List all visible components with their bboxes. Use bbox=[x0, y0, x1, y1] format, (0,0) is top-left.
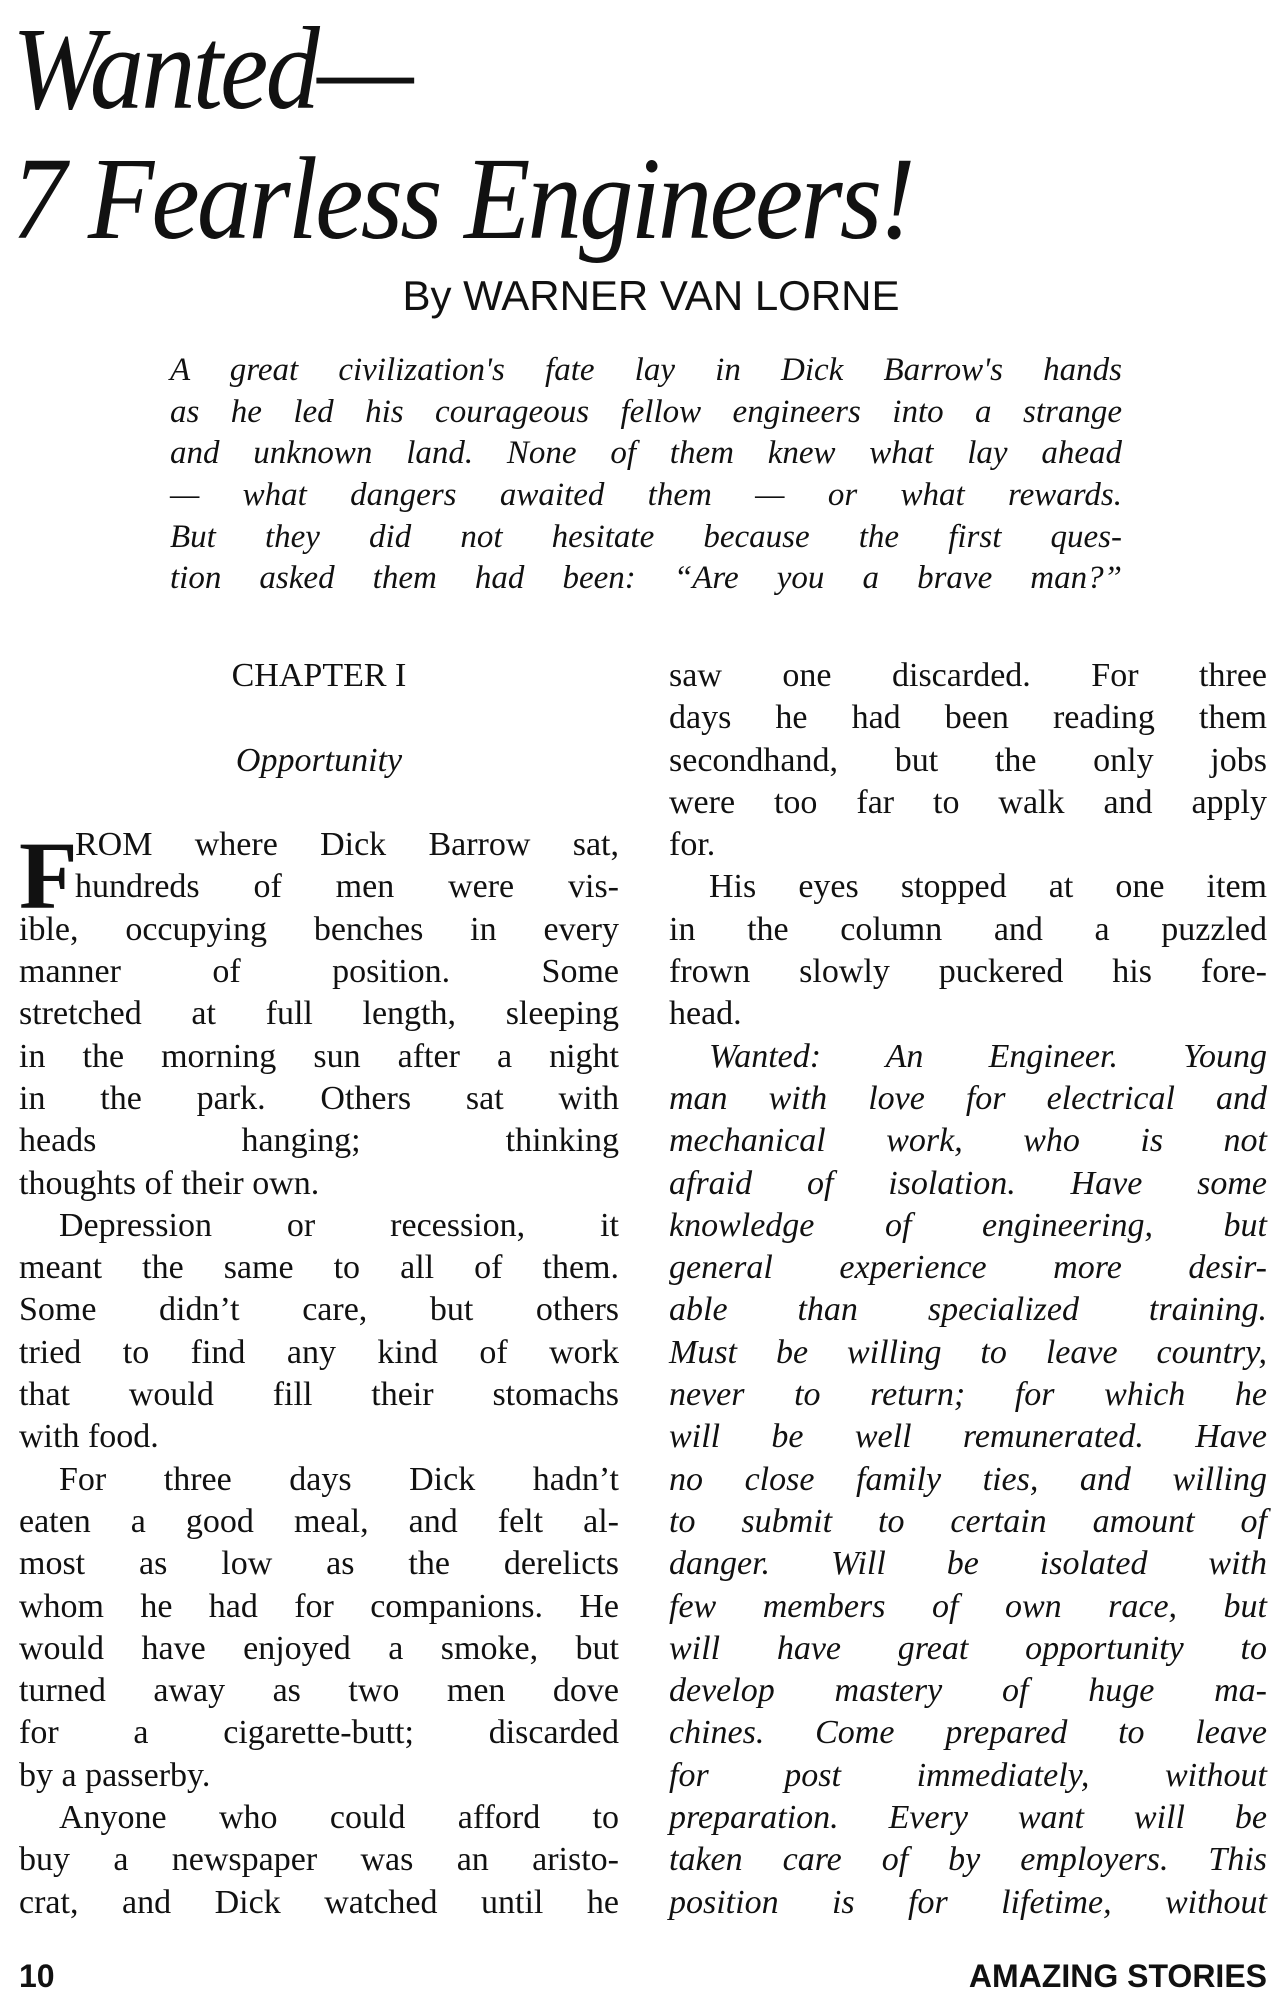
paragraph-line: for. bbox=[669, 826, 716, 864]
paragraph-line: afraid of isolation. Have some bbox=[669, 1164, 1267, 1202]
drop-cap: F bbox=[19, 822, 78, 930]
paragraph-line: preparation. Every want will be bbox=[669, 1799, 1267, 1837]
paragraph-line: ROM where Dick Barrow sat, bbox=[75, 826, 619, 864]
paragraph-line: days he had been reading them bbox=[669, 699, 1267, 737]
paragraph-line: in the park. Others sat with bbox=[19, 1079, 619, 1117]
page-number: 10 bbox=[19, 1958, 55, 1994]
title-line-1: Wanted— bbox=[12, 3, 411, 134]
paragraph-line: were too far to walk and apply bbox=[669, 783, 1267, 821]
paragraph-line: turned away as two men dove bbox=[19, 1672, 619, 1710]
right-column bbox=[669, 655, 1267, 1924]
paragraph-line: develop mastery of huge ma- bbox=[669, 1672, 1267, 1710]
abstract bbox=[170, 350, 1122, 600]
left-column bbox=[19, 655, 619, 1924]
paragraph-line: will have great opportunity to bbox=[669, 1629, 1267, 1667]
paragraph-line: Depression or recession, it bbox=[59, 1206, 619, 1244]
spacer bbox=[19, 697, 619, 739]
title-line-2: 7 Fearless Engineers! bbox=[12, 133, 913, 264]
paragraph-line: Wanted: An Engineer. Young bbox=[709, 1037, 1267, 1075]
abstract-line: and unknown land. None of them knew what lay ahead bbox=[170, 435, 1122, 472]
paragraph-line: danger. Will be isolated with bbox=[669, 1545, 1267, 1583]
paragraph-line: frown slowly puckered his fore- bbox=[669, 953, 1267, 991]
paragraph-line: few members of own race, but bbox=[669, 1587, 1267, 1625]
paragraph-line: Must be willing to leave country, bbox=[669, 1333, 1267, 1371]
abstract-line: But they did not hesitate because the first ques- bbox=[170, 518, 1122, 555]
byline: By WARNER VAN LORNE bbox=[402, 272, 900, 319]
paragraph-line: Anyone who could afford to bbox=[59, 1799, 619, 1837]
magazine-name: AMAZING STORIES bbox=[968, 1958, 1267, 1994]
abstract-line: as he led his courageous fellow engineers into a strange bbox=[170, 393, 1122, 430]
paragraph-line: man with love for electrical and bbox=[669, 1079, 1267, 1117]
paragraph-line: thoughts of their own. bbox=[19, 1164, 320, 1202]
abstract-line: — what dangers awaited them — or what rewards. bbox=[170, 477, 1122, 514]
paragraph-line: taken care of by employers. This bbox=[669, 1841, 1267, 1879]
paragraph-line: saw one discarded. For three bbox=[669, 657, 1267, 694]
paragraph-line: heads hanging; thinking bbox=[19, 1122, 619, 1160]
chapter-heading: CHAPTER I bbox=[231, 657, 407, 694]
paragraph-line: never to return; for which he bbox=[669, 1376, 1267, 1414]
chapter-subtitle: Opportunity bbox=[235, 741, 403, 779]
paragraph-line: eaten a good meal, and felt al- bbox=[19, 1502, 619, 1540]
paragraph-line: in the column and a puzzled bbox=[669, 910, 1267, 948]
paragraph-line: will be well remunerated. Have bbox=[669, 1418, 1267, 1456]
paragraph-line: to submit to certain amount of bbox=[669, 1502, 1267, 1540]
paragraph-line: tried to find any kind of work bbox=[19, 1333, 619, 1371]
abstract-line: A great civilization's fate lay in Dick Barrow's hands bbox=[170, 352, 1122, 388]
paragraph-line: ible, occupying benches in every bbox=[19, 910, 619, 948]
paragraph-line: secondhand, but the only jobs bbox=[669, 741, 1267, 779]
paragraph-line: hundreds of men were vis- bbox=[75, 868, 619, 906]
paragraph-line: whom he had for companions. He bbox=[19, 1587, 619, 1625]
paragraph-line: would have enjoyed a smoke, but bbox=[19, 1629, 619, 1667]
paragraph-line: with food. bbox=[19, 1418, 159, 1456]
paragraph-line: His eyes stopped at one item bbox=[709, 868, 1267, 906]
paragraph-line: crat, and Dick watched until he bbox=[19, 1883, 619, 1921]
paragraph-line: in the morning sun after a night bbox=[19, 1037, 619, 1075]
paragraph-line: by a passerby. bbox=[19, 1756, 211, 1794]
paragraph-line: chines. Come prepared to leave bbox=[669, 1714, 1267, 1752]
left-body bbox=[19, 824, 619, 1924]
paragraph-line: head. bbox=[669, 995, 742, 1033]
paragraph-line: for post immediately, without bbox=[669, 1756, 1267, 1794]
paragraph-line: meant the same to all of them. bbox=[19, 1249, 619, 1287]
paragraph-line: most as low as the derelicts bbox=[19, 1545, 619, 1583]
paragraph-line: knowledge of engineering, but bbox=[669, 1206, 1267, 1244]
paragraph-line: mechanical work, who is not bbox=[669, 1122, 1267, 1160]
paragraph-line: Some didn’t care, but others bbox=[19, 1291, 619, 1329]
paragraph-line: that would fill their stomachs bbox=[19, 1376, 619, 1414]
spacer bbox=[19, 782, 619, 824]
paragraph-line: no close family ties, and willing bbox=[669, 1460, 1267, 1498]
paragraph-line: For three days Dick hadn’t bbox=[59, 1460, 619, 1498]
paragraph-line: for a cigarette-butt; discarded bbox=[19, 1714, 619, 1752]
paragraph-line: general experience more desir- bbox=[669, 1249, 1267, 1287]
paragraph-line: able than specialized training. bbox=[669, 1291, 1267, 1329]
paragraph-line: stretched at full length, sleeping bbox=[19, 995, 619, 1033]
paragraph-line: buy a newspaper was an aristo- bbox=[19, 1841, 619, 1879]
paragraph-line: manner of position. Some bbox=[19, 953, 619, 991]
abstract-line: tion asked them had been: “Are you a brave man?” bbox=[170, 560, 1122, 597]
paragraph-line: position is for lifetime, without bbox=[669, 1883, 1267, 1921]
